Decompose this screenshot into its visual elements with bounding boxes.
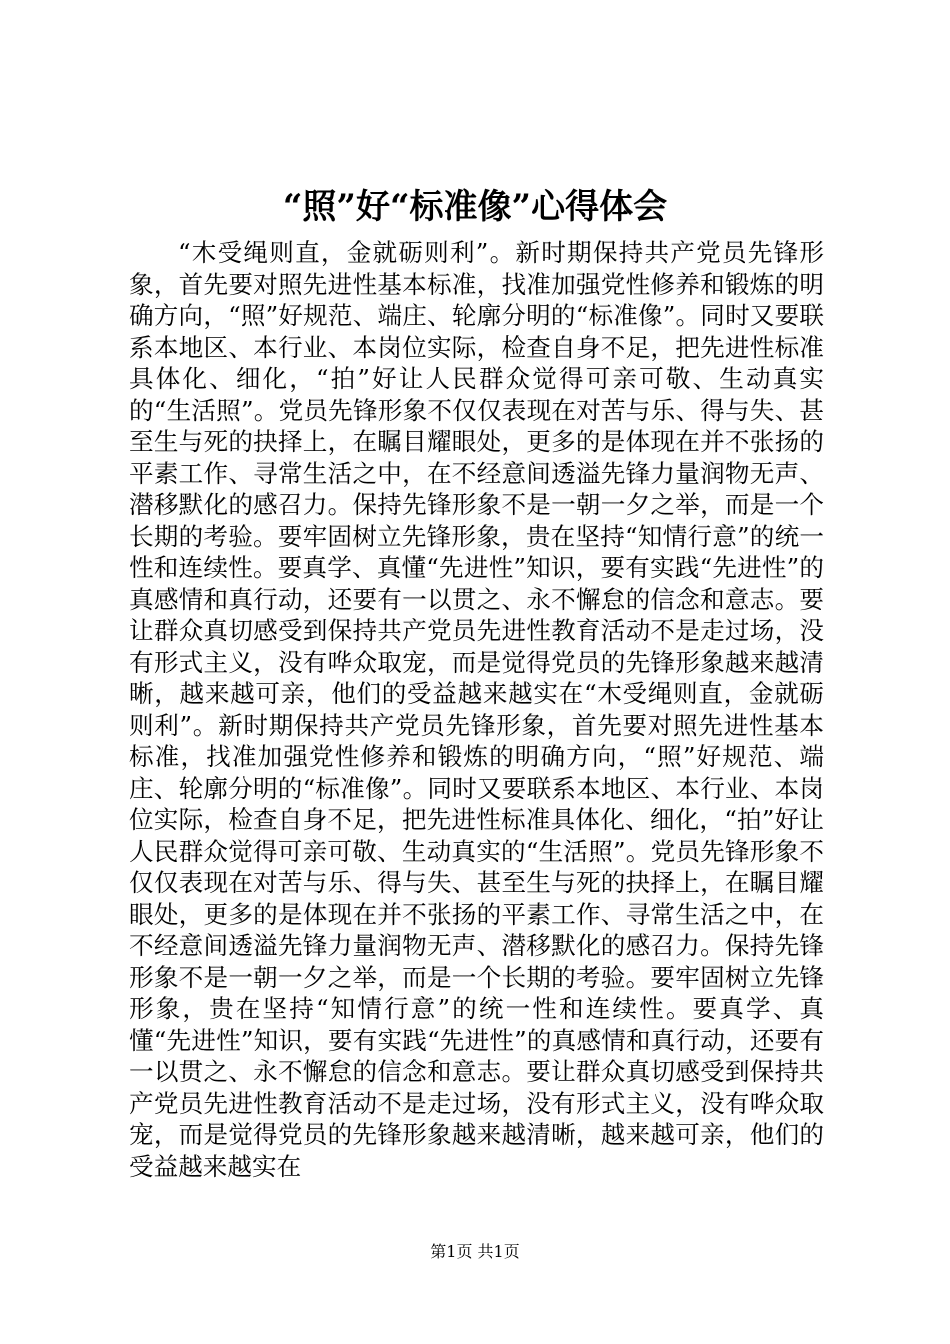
page-number-footer: 第1页 共1页: [430, 1242, 520, 1261]
document-body-paragraph: “木受绳则直，金就砺则利”。新时期保持共产党员先锋形象，首先要对照先进性基本标准，找准加强党性修养和锻炼的明确方向，“照”好规范、端庄、轮廓分明的“标准像”。同时又要联系本地区、本行业、本岗位实际，检查自身不足，把先进性标准具体化、细化，“拍”好让人民群众觉得可亲可敬、生动真实的“生活照”。党员先锋形象不仅仅表现在对苦与乐、得与失、甚至生与死的抉择上，在瞩目耀眼处，更多的是体现在并不张扬的平素工作、寻常生活之中，在不经意间透溢先锋力量润物无声、潜移默化的感召力。保持先锋形象不是一朝一夕之举，而是一个长期的考验。要牢固树立先锋形象，贵在坚持“知情行意”的统一性和连续性。要真学、真懂“先进性”知识，要有实践“先进性”的真感情和真行动，还要有一以贯之、永不懈怠的信念和意志。要让群众真切感受到保持共产党员先进性教育活动不是走过场，没有形式主义，没有哗众取宠，而是觉得党员的先锋形象越来越清晰，越来越可亲，他们的受益越来越实在“木受绳则直，金就砺则利”。新时期保持共产党员先锋形象，首先要对照先进性基本标准，找准加强党性修养和锻炼的明确方向，“照”好规范、端庄、轮廓分明的“标准像”。同时又要联系本地区、本行业、本岗位实际，检查自身不足，把先进性标准具体化、细化，“拍”好让人民群众觉得可亲可敬、生动真实的“生活照”。党员先锋形象不仅仅表现在对苦与乐、得与失、甚至生与死的抉择上，在瞩目耀眼处，更多的是体现在并不张扬的平素工作、寻常生活之中，在不经意间透溢先锋力量润物无声、潜移默化的感召力。保持先锋形象不是一朝一夕之举，而是一个长期的考验。要牢固树立先锋形象，贵在坚持“知情行意”的统一性和连续性。要真学、真懂“先进性”知识，要有实践“先进性”的真感情和真行动，还要有一以贯之、永不懈怠的信念和意志。要让群众真切感受到保持共产党员先进性教育活动不是走过场，没有形式主义，没有哗众取宠，而是觉得党员的先锋形象越来越清晰，越来越可亲，他们的受益越来越实在: [129, 238, 824, 1181]
document-title: “照”好“标准像”心得体会: [282, 187, 668, 227]
